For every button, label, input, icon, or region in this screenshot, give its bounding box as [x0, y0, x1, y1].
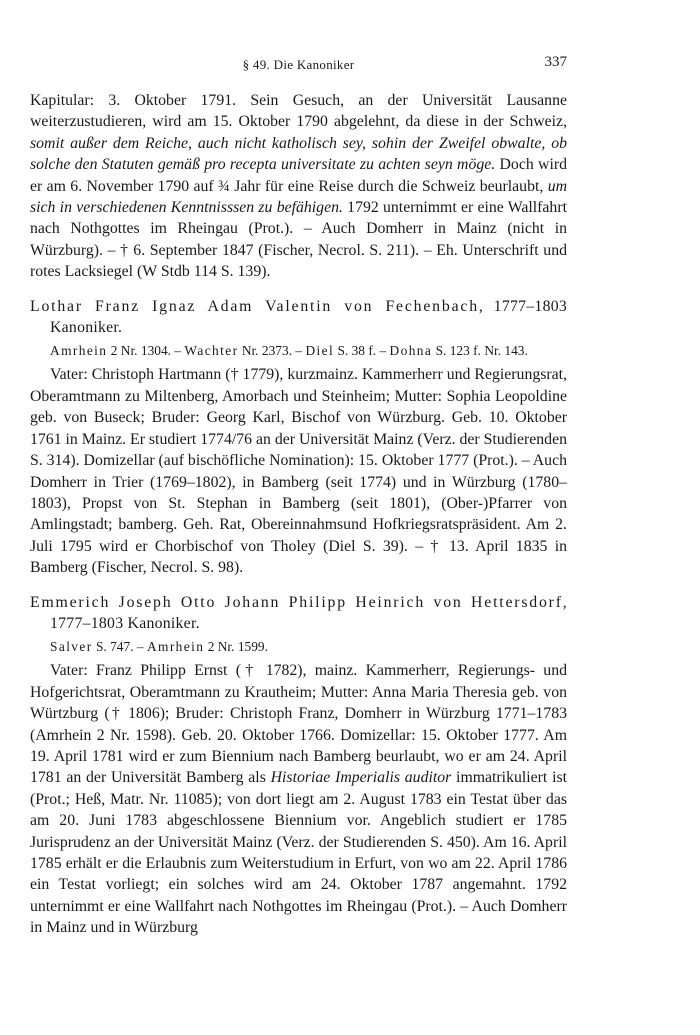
entry-heading — [30, 296, 567, 339]
source-detail: Nr. 2373. – — [238, 343, 306, 359]
text-run: 1792 unternimmt er eine Wallfahrt nach Nothgottes im Rheingau (Prot.). – Auch Domherr in Mainz (nicht in Würzburg). – † 6. September 1847 (Fischer, Necrol. S. 211). – Eh. Unterschrift und rotes Lacksiegel (W Stdb 114 S. 139). — [30, 199, 567, 281]
entry-heading — [30, 592, 567, 635]
source-references — [30, 342, 567, 360]
page-body — [30, 90, 567, 939]
entry-text — [30, 660, 567, 938]
entry-text: Vater: Christoph Hartmann († 1779), kurzmainz. Kammerherr und Regierungsrat, Oberamtmann zu Miltenberg, Amorbach und Steinheim; Mutter: Sophia Leopoldine geb. von Buseck; Bruder: Georg Karl, Bischof von Würzburg. Geb. 10. Oktober 1761 in Mainz. Er studiert 1774/76 an der Universität Mainz (Verz. der Studierenden S. 314). Domizellar (auf bischöfliche Nomination): 15. Oktober 1777 (Prot.). – Auch Domherr in Trier (1769–1802), in Bamberg (seit 1774) und in Würzburg (1780–1803), Propst von St. Stephan in Bamberg (seit 1801), (Ober-)Pfarrer von Amlingstadt; bamberg. Geh. Rat, Obereinnahmsund Hofkriegsratspräsident. Am 2. Juli 1795 wird er Chorbischof von Tholey (Diel S. 39). – † 13. April 1835 in Bamberg (Fischer, Necrol. S. 98). — [30, 366, 567, 577]
source-author: Diel — [305, 343, 335, 359]
source-author: Amrhein — [50, 343, 108, 359]
source-detail: S. 123 f. Nr. 143. — [432, 343, 528, 359]
text-run: Doch wird er am 6. November 1790 auf ¾ Jahr für eine Reise durch die Schweiz beurlaubt, — [30, 156, 568, 195]
source-references — [30, 638, 567, 656]
continued-paragraph — [30, 90, 567, 283]
person-name: Lothar Franz Ignaz Adam Valentin von Fechenbach — [30, 297, 479, 315]
running-head — [30, 52, 567, 76]
source-author: Wachter — [184, 343, 239, 359]
source-author: Amrhein — [146, 639, 205, 655]
entry-office: , 1777–1803 Kanoniker. — [50, 593, 567, 632]
source-detail: 2 Nr. 1599. — [204, 639, 268, 655]
source-detail: S. 747. – — [92, 639, 147, 655]
source-author: Salver — [50, 639, 93, 655]
source-author: Dohna — [389, 343, 433, 359]
text-run: Kapitular: 3. Oktober 1791. Sein Gesuch, an der Universität Lausanne weiterzustudieren, wird am 15. Oktober 1790 abgelehnt, da diese in der Schweiz, — [30, 92, 567, 131]
text-run: Vater: Franz Philipp Ernst († 1782), mainz. Kammerherr, Regierungs- und Hofgerichtsrat, Oberamtmann zu Krautheim; Mutter: Anna Maria Theresia geb. von Würtzburg († 1806); Bruder: Christoph Franz, Domherr in Würzburg 1771–1783 (Amrhein 2 Nr. 1598). Geb. 20. Oktober 1766. Domizellar: 15. Oktober 1777. Am 19. April 1781 wird er zum Biennium nach Bamberg beurlaubt, wo er am 24. April 1781 an der Universität Bamberg als — [30, 662, 567, 787]
running-title: § 49. Die Kanoniker — [242, 57, 355, 72]
text-run: immatrikuliert ist (Prot.; Heß, Matr. Nr. 11085); von dort liegt am 2. August 1783 ein Testat über das am 20. Juni 1783 abgeschlossene Biennium vor. Angeblich studiert er 1785 Jurisprudenz an der Universität Mainz (Verz. der Studierenden S. 450). Am 16. April 1785 erhält er die Erlaubnis zum Weiterstudium in Erfurt, von wo am 22. April 1786 ein Testat vorliegt; ein solches wird am 24. Oktober 1787 angemahnt. 1792 unternimmt er eine Wallfahrt nach Nothgottes im Rheingau (Prot.). – Auch Domherr in Mainz und in Würzburg — [30, 769, 567, 937]
italic-quote: somit außer dem Reiche, auch nicht katholisch sey, sohin der Zweifel obwalte, ob solche den Statuten gemäß pro recepta universitate zu achten seyn möge. — [30, 134, 567, 174]
italic-quote: Historiae Imperialis auditor — [270, 769, 452, 787]
person-name: Emmerich Joseph Otto Johann Philipp Heinrich von Hettersdorf — [30, 593, 563, 611]
page-number: 337 — [544, 54, 567, 70]
entry-office: , 1777–1803 Kanoniker. — [50, 297, 568, 337]
source-detail: 2 Nr. 1304. – — [107, 343, 185, 359]
italic-quote: um sich in verschiedenen Kenntnisssen zu befähigen. — [30, 177, 567, 217]
source-detail: S. 38 f. – — [334, 343, 390, 359]
